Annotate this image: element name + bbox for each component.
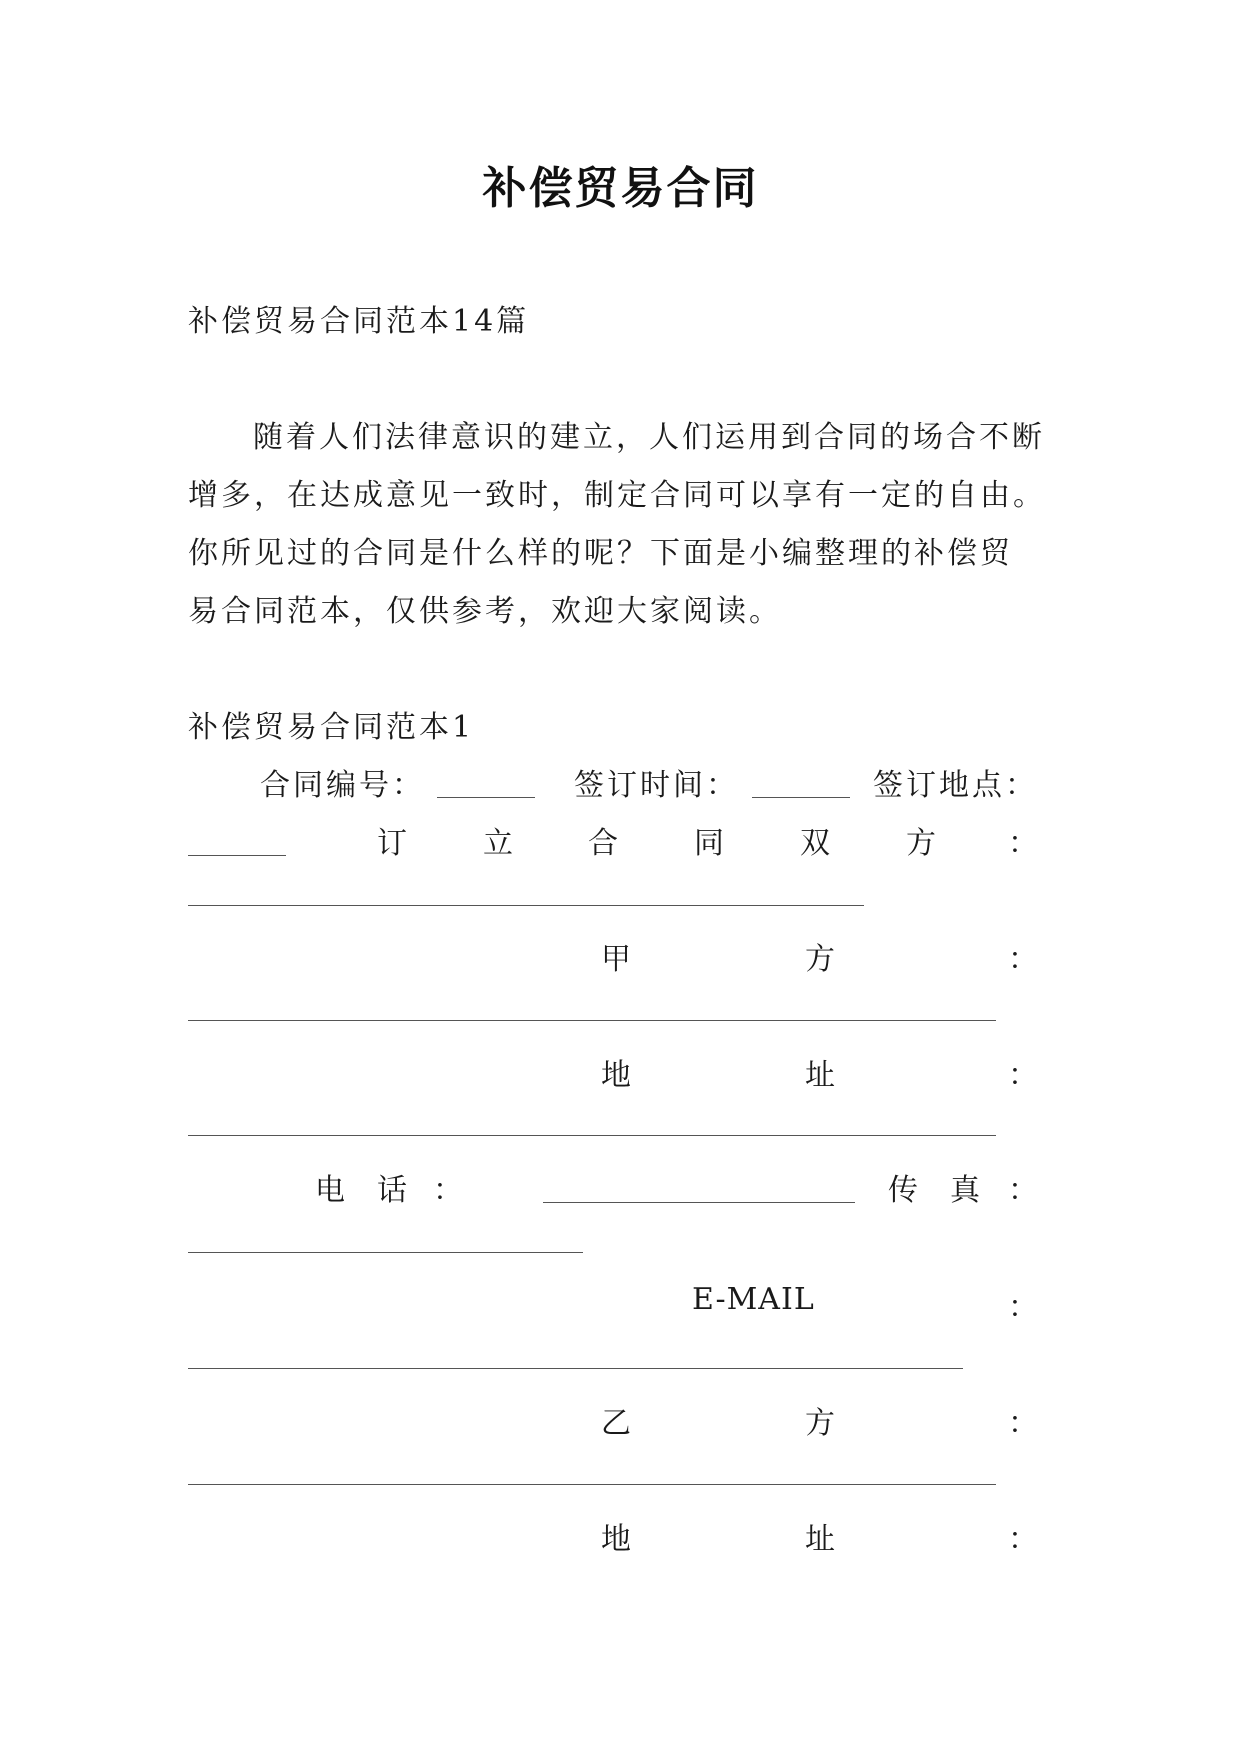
contract-no-label: 合同编号： (260, 768, 425, 803)
party-b-blank[interactable] (188, 1484, 996, 1485)
colon: ： (1008, 1406, 1041, 1441)
intro-line-4: 易合同范本，仅供参考，欢迎大家阅读。 (188, 594, 782, 629)
email-a-blank[interactable] (188, 1368, 963, 1369)
parties-char: 订 (377, 826, 410, 861)
party-a-char: 方 (805, 942, 838, 977)
phone-char: 话 (377, 1173, 410, 1208)
colon: ： (1008, 1173, 1041, 1208)
colon: ： (433, 1173, 466, 1208)
colon: ： (1008, 826, 1041, 861)
party-b-char: 方 (805, 1406, 838, 1441)
colon: ： (1008, 1290, 1041, 1325)
address-char: 址 (805, 1522, 838, 1557)
sign-time-label: 签订时间： (574, 768, 739, 803)
address-a-blank[interactable] (188, 1135, 996, 1136)
colon: ： (1008, 1058, 1041, 1093)
fax-blank[interactable] (188, 1252, 583, 1253)
party-b-char: 乙 (601, 1406, 634, 1441)
parties-char: 合 (588, 826, 621, 861)
party-a-blank[interactable] (188, 1020, 996, 1021)
parties-blank[interactable] (188, 905, 864, 906)
parties-char: 同 (694, 826, 727, 861)
parties-char: 双 (800, 826, 833, 861)
contract-no-blank[interactable] (437, 797, 535, 798)
document-subtitle: 补偿贸易合同范本14篇 (188, 304, 530, 339)
parties-char: 立 (483, 826, 516, 861)
address-char: 址 (805, 1058, 838, 1093)
intro-line-2: 增多，在达成意见一致时，制定合同可以享有一定的自由。 (188, 478, 1046, 513)
sign-place-label: 签订地点： (873, 768, 1038, 803)
intro-line-1: 随着人们法律意识的建立，人们运用到合同的场合不断 (253, 420, 1045, 455)
fax-char: 真 (950, 1173, 983, 1208)
sign-time-blank[interactable] (752, 797, 850, 798)
document-title: 补偿贸易合同 (482, 163, 759, 214)
phone-blank[interactable] (543, 1202, 855, 1203)
intro-line-3: 你所见过的合同是什么样的呢？下面是小编整理的补偿贸 (188, 536, 1013, 571)
email-label: E-MAIL (692, 1282, 815, 1317)
party-a-char: 甲 (601, 942, 634, 977)
colon: ： (1008, 942, 1041, 977)
colon: ： (1008, 1522, 1041, 1557)
phone-char: 电 (315, 1173, 348, 1208)
address-char: 地 (601, 1522, 634, 1557)
parties-char: 方 (906, 826, 939, 861)
section-title: 补偿贸易合同范本1 (188, 710, 475, 745)
address-char: 地 (601, 1058, 634, 1093)
fax-char: 传 (888, 1173, 921, 1208)
sign-place-blank[interactable] (188, 855, 286, 856)
